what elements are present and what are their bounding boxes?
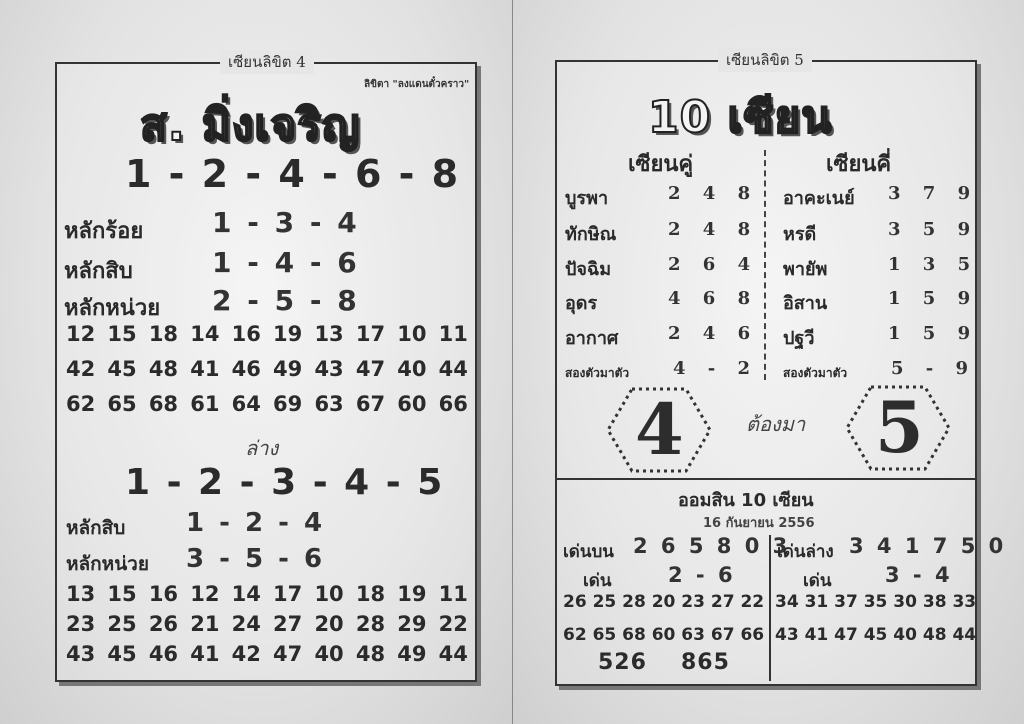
top-label: เด่นบน [563, 542, 614, 562]
grid-cell: 20 [314, 612, 344, 636]
grid-cell: 18 [148, 322, 179, 346]
column-divider [764, 150, 766, 380]
grid-cell: 18 [355, 582, 386, 606]
bottom-box-top-border [557, 478, 975, 480]
left-grid-lower [66, 582, 468, 672]
odd-row-value: 5 - 9 [891, 358, 977, 379]
grid-cell: 11 [438, 322, 468, 346]
grid-cell: 46 [148, 642, 179, 666]
lower-row-label: หลักหน่วย [66, 553, 149, 575]
grid-cell: 24 [231, 612, 261, 636]
odd-row-value: 1 5 9 [888, 323, 979, 344]
grid-cell: 19 [273, 322, 303, 346]
right-grid-row: 43 41 47 45 40 48 44 [775, 625, 977, 645]
grid-row [66, 392, 468, 427]
odd-row-value: 1 5 9 [888, 288, 979, 309]
grid-cell: 19 [397, 582, 427, 606]
even-row-value: 2 4 8 [668, 219, 759, 240]
grid-cell: 40 [314, 642, 344, 666]
pick-label-left: เด่น [583, 571, 612, 591]
left-title: ส. มิ่งเจริญ [140, 100, 361, 151]
left-row-value: 2 - 5 - 8 [212, 284, 360, 317]
left-credit: ลิขิตา "ลงแดนตั๋วคราว" [364, 79, 470, 90]
odd-row-label: พายัพ [783, 259, 828, 280]
col-odd-title: เซียนคี่ [826, 152, 892, 177]
must-text: ต้องมา [746, 412, 806, 436]
grid-cell: 14 [231, 582, 261, 606]
left-row-label: หลักสิบ [64, 259, 133, 284]
odd-row-value: 3 7 9 [888, 183, 979, 204]
grid-cell: 16 [148, 582, 179, 606]
grid-row [66, 357, 468, 392]
left-grid-upper [66, 322, 468, 427]
left-row-label: หลักหน่วย [64, 296, 161, 321]
right-header: เซียนลิขิต 5 [718, 48, 812, 72]
pick-value-left: 2 - 6 [668, 563, 736, 587]
even-row-label: ทักษิณ [565, 224, 617, 245]
odd-row-label: ปฐวี [783, 328, 815, 349]
grid-cell: 63 [314, 392, 344, 416]
grid-cell: 41 [190, 357, 220, 381]
col-even-title: เซียนคู่ [628, 152, 694, 177]
grid-cell: 21 [190, 612, 220, 636]
left-row-label: หลักร้อย [64, 219, 144, 244]
grid-cell: 49 [273, 357, 303, 381]
must-left-number: 4 [635, 388, 684, 471]
grid-cell: 26 [148, 612, 179, 636]
box-date: 16 กันยายน 2556 [703, 516, 815, 531]
grid-cell: 29 [397, 612, 427, 636]
grid-cell: 42 [66, 357, 96, 381]
grid-cell: 48 [148, 357, 179, 381]
grid-cell: 14 [190, 322, 220, 346]
grid-row [66, 612, 468, 642]
even-row-label: สองตัวมาตัว [565, 366, 630, 380]
even-row-value: 2 6 4 [668, 254, 759, 275]
grid-cell: 43 [314, 357, 344, 381]
grid-cell: 41 [190, 642, 220, 666]
lower-row-value: 1 - 2 - 4 [186, 508, 326, 538]
box-title: ออมสิน 10 เซียน [678, 490, 814, 511]
even-row-value: 4 6 8 [668, 288, 759, 309]
top-value: 2 6 5 8 0 3 [633, 534, 791, 558]
bottom-pick: 526 [598, 650, 647, 675]
grid-cell: 47 [273, 642, 303, 666]
lower-label: ล่าง [245, 436, 279, 460]
grid-cell: 42 [231, 642, 261, 666]
grid-row [66, 642, 468, 672]
grid-cell: 44 [438, 642, 468, 666]
bottom-pick: 865 [681, 650, 730, 675]
grid-cell: 17 [273, 582, 303, 606]
grid-cell: 17 [355, 322, 386, 346]
even-row-value: 2 4 6 [668, 323, 759, 344]
grid-cell: 22 [438, 612, 468, 636]
even-row-label: ปัจฉิม [565, 259, 612, 280]
grid-cell: 67 [355, 392, 386, 416]
even-row-value: 4 - 2 [673, 358, 759, 379]
grid-cell: 69 [273, 392, 303, 416]
grid-cell: 62 [66, 392, 96, 416]
grid-cell: 47 [355, 357, 386, 381]
grid-cell: 28 [355, 612, 386, 636]
grid-cell: 11 [438, 582, 468, 606]
left-grid-row: 26 25 28 20 23 27 22 [563, 592, 765, 612]
left-grid-row: 62 65 68 60 63 67 66 [563, 625, 765, 645]
odd-row-label: อิสาน [783, 293, 828, 314]
lower-row-value: 3 - 5 - 6 [186, 544, 326, 574]
grid-cell: 13 [66, 582, 96, 606]
odd-row-label: สองตัวมาตัว [783, 366, 848, 380]
bottom-value: 3 4 1 7 5 0 [849, 534, 1007, 558]
grid-cell: 68 [148, 392, 179, 416]
grid-cell: 46 [231, 357, 261, 381]
grid-cell: 60 [397, 392, 427, 416]
even-row-value: 2 4 8 [668, 183, 759, 204]
odd-row-value: 3 5 9 [888, 219, 979, 240]
grid-cell: 16 [231, 322, 261, 346]
bottom-label: เด่นล่าง [777, 542, 834, 562]
lower-sequence: 1 - 2 - 3 - 4 - 5 [125, 462, 445, 503]
left-main-sequence: 1 - 2 - 4 - 6 - 8 [125, 152, 461, 196]
pick-value-right: 3 - 4 [885, 563, 953, 587]
pick-label-right: เด่น [803, 571, 832, 591]
grid-cell: 25 [107, 612, 137, 636]
grid-cell: 15 [107, 322, 137, 346]
left-header: เซียนลิขิต 4 [220, 50, 314, 74]
grid-cell: 45 [107, 642, 137, 666]
grid-cell: 12 [190, 582, 220, 606]
even-row-label: อากาศ [565, 328, 619, 349]
grid-cell: 65 [107, 392, 137, 416]
must-right-number: 5 [875, 386, 924, 469]
grid-cell: 10 [314, 582, 344, 606]
grid-cell: 43 [66, 642, 96, 666]
right-page [512, 0, 1024, 724]
grid-cell: 13 [314, 322, 344, 346]
grid-cell: 15 [107, 582, 137, 606]
grid-cell: 61 [190, 392, 220, 416]
odd-row-label: หรดี [783, 224, 817, 245]
grid-cell: 66 [438, 392, 468, 416]
odd-row-value: 1 3 5 [888, 254, 979, 275]
grid-cell: 45 [107, 357, 137, 381]
left-row-value: 1 - 3 - 4 [212, 206, 360, 239]
grid-cell: 64 [231, 392, 261, 416]
even-row-label: บูรพา [565, 188, 609, 209]
grid-cell: 40 [397, 357, 427, 381]
grid-cell: 49 [397, 642, 427, 666]
grid-cell: 48 [355, 642, 386, 666]
right-title: 10 เซียน [648, 92, 833, 143]
grid-cell: 27 [273, 612, 303, 636]
even-row-label: อุดร [565, 293, 598, 314]
grid-row [66, 322, 468, 357]
grid-cell: 12 [66, 322, 96, 346]
grid-cell: 44 [438, 357, 468, 381]
grid-cell: 10 [397, 322, 427, 346]
lower-row-label: หลักสิบ [66, 517, 126, 539]
left-row-value: 1 - 4 - 6 [212, 246, 360, 279]
grid-cell: 23 [66, 612, 96, 636]
right-grid-row: 34 31 37 35 30 38 33 [775, 592, 977, 612]
grid-row [66, 582, 468, 612]
odd-row-label: อาคะเนย์ [783, 188, 855, 209]
